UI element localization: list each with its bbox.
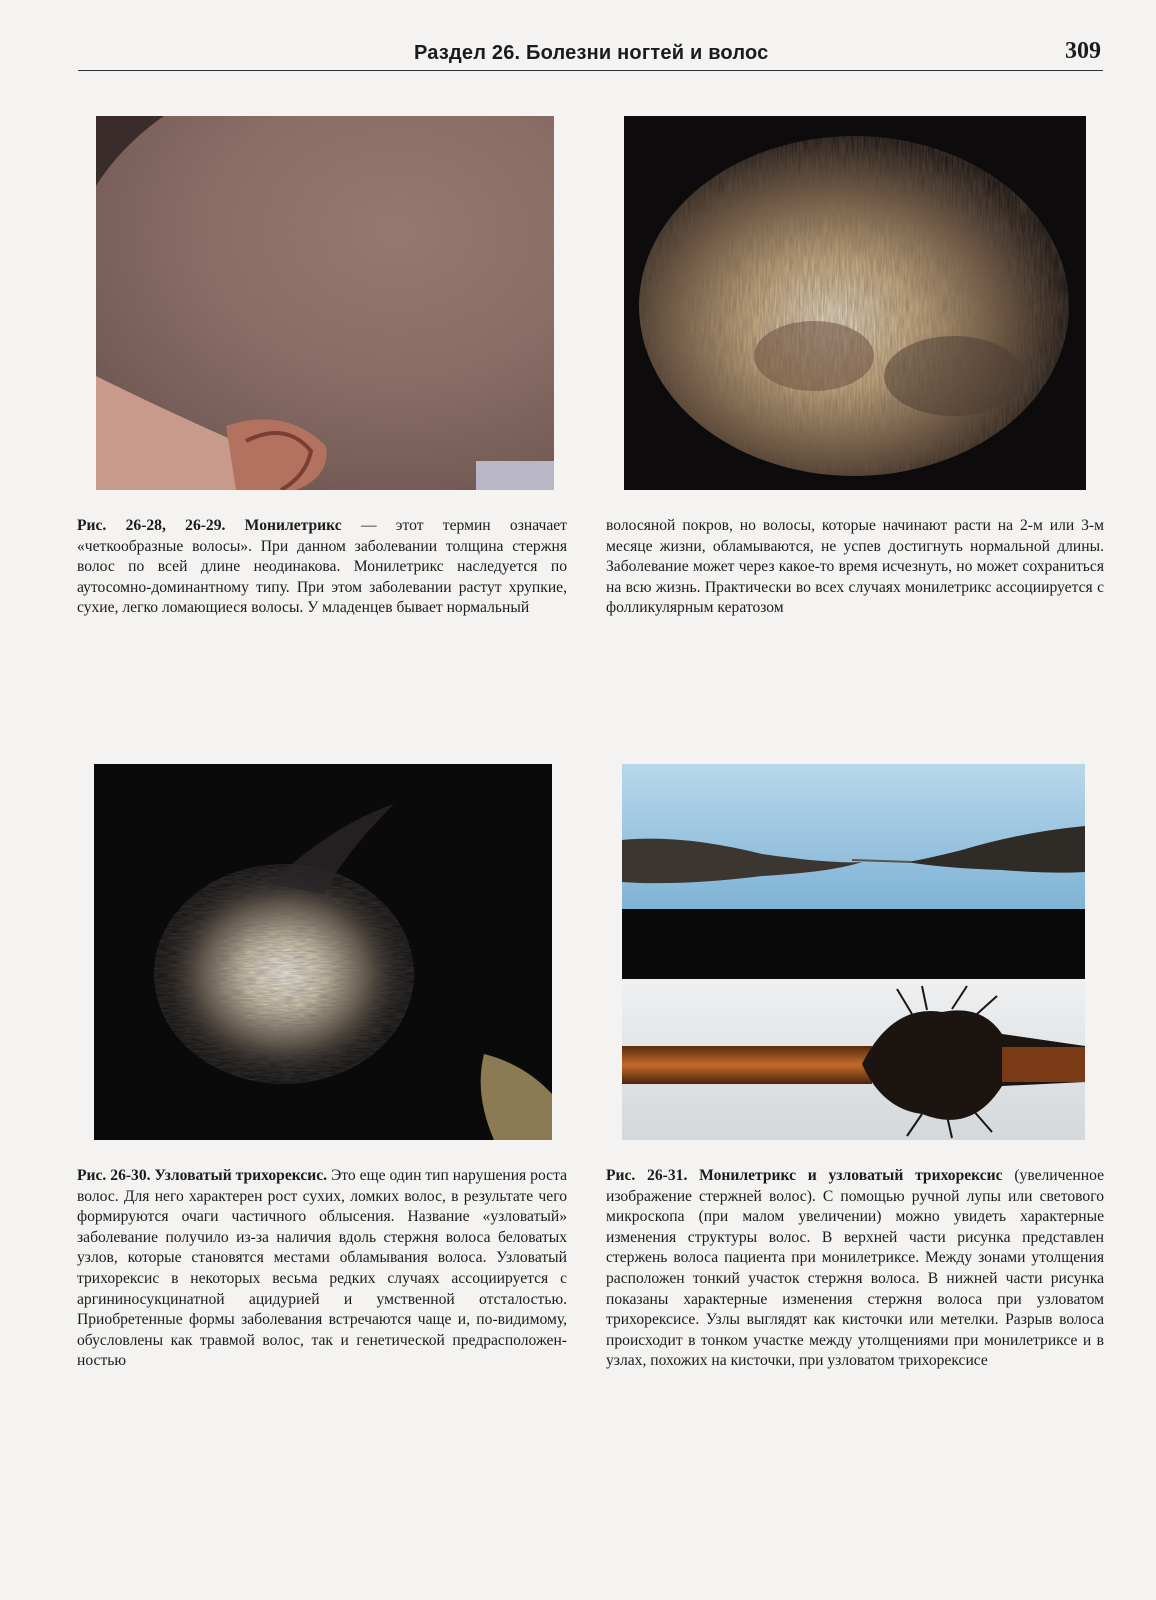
page-number: 309 <box>1065 38 1101 64</box>
caption-26-28-left-column <box>77 516 567 619</box>
caption-label: Рис. 26-31. Монилетрикс и узловатый трихорексис <box>606 1167 1003 1184</box>
figure-26-28-photo <box>96 116 554 490</box>
caption-26-30 <box>77 1166 567 1372</box>
hair-shaft-micrograph <box>622 764 1085 1140</box>
caption-text: волосяной покров, но волосы, которые начинают расти на 2-м или 3-м месяце жизни, обламываются, не успев достигнуть нормальной длины. Заболевание может через какое-то время исчезнуть, но может сохраниться на всю жизнь. Практически во всех случаях монилетрикс ассоциируется с фолликулярным кератозом <box>606 517 1104 617</box>
figure-26-31-photo <box>622 764 1085 1140</box>
section-title: Раздел 26. Болезни ногтей и волос <box>414 42 769 64</box>
figure-26-30-photo <box>94 764 552 1140</box>
alopecia-patch-image <box>94 764 552 1140</box>
caption-label: Рис. 26-30. Узловатый трихорексис. <box>77 1167 328 1184</box>
caption-26-31 <box>606 1166 1104 1372</box>
running-header <box>78 38 1103 71</box>
caption-text: — этот термин означает «четкообразные волосы». При данном заболевании толщина стержня волос по всей длине неодинакова. Монилетрикс наследуется по аутосомно-доминантному типу. При этом заболевании растут хрупкие, сухие, легко ломающиеся волосы. У младенцев бывает нормальный <box>77 517 567 617</box>
caption-text: Это еще один тип нарушения роста волос. Для него характерен рост сухих, ломких волос, в результате чего формируются очаги частичного облысения. Название «узловатый» заболевание получило из-за наличия вдоль стержня волоса беловатых узлов, которые становятся местами обламывания волоса. Узловатый трихорексис в некоторых весьма редких случаях ассоциируется с аргининосукцинатной ацидурией и умственной отсталостью. Приобретенные формы заболевания встречаются чаще и, по-видимому, обусловлены как травмой волос, так и генетической предрасположенностью <box>77 1167 568 1370</box>
figure-26-29-photo <box>624 116 1086 490</box>
caption-label: Рис. 26-28, 26-29. Монилетрикс <box>77 517 342 534</box>
caption-text: (увеличенное изображение стержней волос). С помощью ручной лупы или светового микроскопа (при малом увеличении) можно увидеть характерные изменения структуры волос. В верхней части рисунка представлен стержень волоса пациента при монилетриксе. Между зонами утолщения расположен тонкий участок стержня волоса. В нижней части рисунка показаны характерные изменения стержня волоса при узловатом трихорексисе. Узлы выглядят как кисточки или метелки. Разрыв волоса происходит в тонком участке между утолщениями при монилетриксе и в узлах, похожих на кисточки, при узловатом трихорексисе <box>606 1167 1104 1370</box>
scalp-photo-image <box>96 116 554 490</box>
scalp-closeup-image <box>624 116 1086 490</box>
caption-26-28-right-column <box>606 516 1104 619</box>
